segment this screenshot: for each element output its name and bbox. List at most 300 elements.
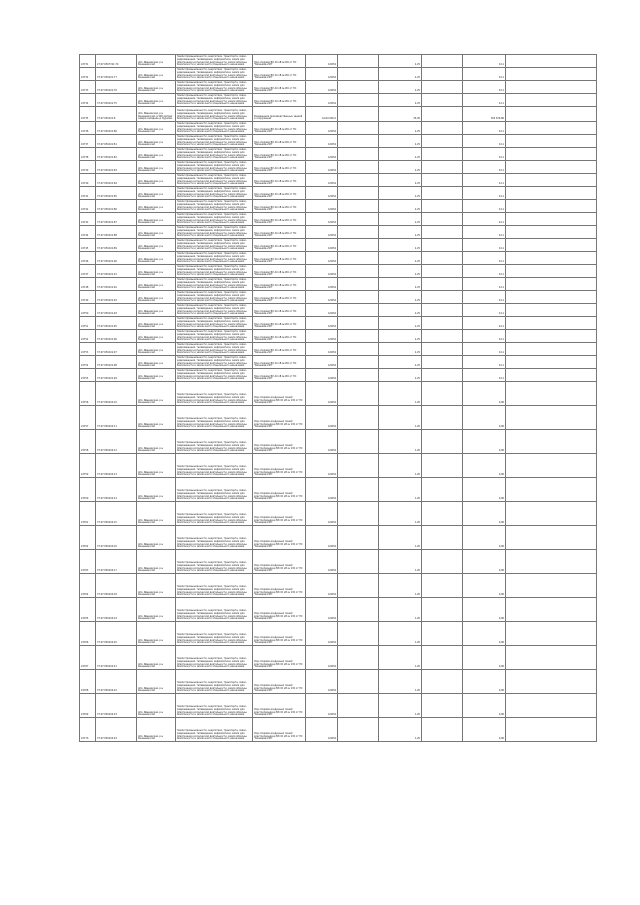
- specific-value-cell: 1,20: [379, 670, 422, 694]
- area-cell: 0,0054: [306, 598, 338, 622]
- empty-cell: [422, 94, 463, 107]
- land-register-table: [79, 54, 597, 742]
- cadastral-number-cell: 37:07:050104:22: [96, 670, 137, 694]
- table-row: [80, 526, 597, 550]
- empty-cell: [338, 526, 379, 550]
- row-number-cell: 22739: [80, 161, 96, 174]
- permitted-use-cell: Под опорами ВЛ-10 кВ №130 от ПС "Кинешма-220": [253, 135, 306, 148]
- empty-cell: [506, 382, 597, 406]
- cadastral-number-cell: 37:07:050101:90: [96, 252, 137, 265]
- address-cell: обл. Ивановская, р-н Кинешемский: [137, 718, 176, 742]
- permitted-use-cell: Под опорами воздушных линий электропередачи ВЛ-10 кВ № 130 от ПС "Кинешма-220": [253, 718, 306, 742]
- table-row: [80, 454, 597, 478]
- specific-value-cell: 2,25: [379, 369, 422, 382]
- land-category-cell: Земли промышленности, энергетики, транспорта, связи, радиовещания, телевидения, информатики, земли для обеспечения космической деятельности, земли обороны, безопасности и земли иного специального назначения: [176, 135, 253, 148]
- empty-cell: [338, 135, 379, 148]
- address-cell: обл. Ивановская, р-н Кинешемский: [137, 161, 176, 174]
- empty-cell: [338, 161, 379, 174]
- empty-cell: [422, 187, 463, 200]
- row-number-cell: 22742: [80, 200, 96, 213]
- empty-cell: [506, 291, 597, 304]
- cadastral-value-cell: 0,11: [463, 122, 506, 135]
- row-number-cell: 22735: [80, 107, 96, 122]
- cadastral-value-cell: 0,11: [463, 68, 506, 81]
- row-number-cell: 22747: [80, 265, 96, 278]
- empty-cell: [506, 478, 597, 502]
- permitted-use-cell: Под опорами ВЛ-10 кВ №130 от ПС "Кинешма-220": [253, 174, 306, 187]
- cadastral-value-cell: 0,06: [463, 670, 506, 694]
- specific-value-cell: 2,25: [379, 343, 422, 356]
- empty-cell: [338, 304, 379, 317]
- land-category-cell: Земли промышленности, энергетики, транспорта, связи, радиовещания, телевидения, информатики, земли для обеспечения космической деятельности, земли обороны, безопасности и земли иного специального назначения: [176, 356, 253, 369]
- land-category-cell: Земли промышленности, энергетики, транспорта, связи, радиовещания, телевидения, информатики, земли для обеспечения космической деятельности, земли обороны, безопасности и земли иного специального назначения: [176, 646, 253, 670]
- empty-cell: [506, 356, 597, 369]
- permitted-use-cell: Под опорами воздушных линий электропередачи ВЛ-10 кВ № 130 от ПС "Кинешма-220": [253, 526, 306, 550]
- cadastral-value-cell: 0,11: [463, 200, 506, 213]
- table-row: [80, 135, 597, 148]
- permitted-use-cell: Под опорами ВЛ-10 кВ №130 от ПС "Кинешма-220": [253, 330, 306, 343]
- cadastral-number-cell: 37:07:050101:75: [96, 94, 137, 107]
- area-cell: 0,0054: [306, 291, 338, 304]
- specific-value-cell: 2,25: [379, 94, 422, 107]
- empty-cell: [338, 226, 379, 239]
- empty-cell: [422, 526, 463, 550]
- address-cell: обл. Ивановская, р-н Кинешемский: [137, 68, 176, 81]
- address-cell: обл. Ивановская, р-н Кинешемский: [137, 406, 176, 430]
- empty-cell: [338, 68, 379, 81]
- empty-cell: [338, 278, 379, 291]
- address-cell: обл. Ивановская, р-н Кинешемский: [137, 454, 176, 478]
- table-row: [80, 265, 597, 278]
- area-cell: 0,0054: [306, 430, 338, 454]
- land-category-cell: Земли промышленности, энергетики, транспорта, связи, радиовещания, телевидения, информатики, земли для обеспечения космической деятельности, земли обороны, безопасности и земли иного специального назначения: [176, 107, 253, 122]
- cadastral-number-cell: 37:07:050104:10: [96, 382, 137, 406]
- row-number-cell: 22755: [80, 369, 96, 382]
- address-cell: обл. Ивановская, р-н Кинешемский: [137, 291, 176, 304]
- land-category-cell: Земли промышленности, энергетики, транспорта, связи, радиовещания, телевидения, информатики, земли для обеспечения космической деятельности, земли обороны, безопасности и земли иного специального назначения: [176, 278, 253, 291]
- empty-cell: [338, 252, 379, 265]
- specific-value-cell: 1,20: [379, 454, 422, 478]
- cadastral-number-cell: 37:07:050101:91: [96, 265, 137, 278]
- table-row: [80, 187, 597, 200]
- empty-cell: [338, 670, 379, 694]
- row-number-cell: 22752: [80, 330, 96, 343]
- specific-value-cell: 1,20: [379, 598, 422, 622]
- empty-cell: [422, 213, 463, 226]
- table-row: [80, 430, 597, 454]
- empty-cell: [338, 55, 379, 68]
- address-cell: обл. Ивановская, р-н Кинешемский: [137, 239, 176, 252]
- land-category-cell: Земли промышленности, энергетики, транспорта, связи, радиовещания, телевидения, информатики, земли для обеспечения космической деятельности, земли обороны, безопасности и земли иного специального назначения: [176, 526, 253, 550]
- table-row: [80, 646, 597, 670]
- table-row: [80, 239, 597, 252]
- specific-value-cell: 2,25: [379, 252, 422, 265]
- area-cell: 0,0054: [306, 81, 338, 94]
- specific-value-cell: 2,25: [379, 330, 422, 343]
- land-category-cell: Земли промышленности, энергетики, транспорта, связи, радиовещания, телевидения, информатики, земли для обеспечения космической деятельности, земли обороны, безопасности и земли иного специального назначения: [176, 670, 253, 694]
- cadastral-value-cell: 0,06: [463, 574, 506, 598]
- cadastral-number-cell: 37:07:050101:82: [96, 148, 137, 161]
- table-row: [80, 278, 597, 291]
- area-cell: 0,0054: [306, 122, 338, 135]
- specific-value-cell: 1,20: [379, 550, 422, 574]
- table-row: [80, 55, 597, 68]
- table-row: [80, 304, 597, 317]
- cadastral-value-cell: 0,11: [463, 239, 506, 252]
- specific-value-cell: 2,25: [379, 356, 422, 369]
- permitted-use-cell: Под опорами ВЛ-10 кВ №130 от ПС "Кинешма-220": [253, 187, 306, 200]
- permitted-use-cell: Под опорами ВЛ-10 кВ №130 от ПС "Кинешма-220": [253, 122, 306, 135]
- table-body: [80, 55, 597, 742]
- table-row: [80, 574, 597, 598]
- specific-value-cell: 1,20: [379, 502, 422, 526]
- row-number-cell: 22744: [80, 226, 96, 239]
- area-cell: 0,0054: [306, 148, 338, 161]
- table-row: [80, 670, 597, 694]
- area-cell: 0,0054: [306, 94, 338, 107]
- empty-cell: [422, 81, 463, 94]
- cadastral-number-cell: 37:07:050101:99: [96, 369, 137, 382]
- row-number-cell: 22749: [80, 291, 96, 304]
- cadastral-number-cell: 37:07:050101:89: [96, 239, 137, 252]
- cadastral-value-cell: 0,06: [463, 718, 506, 742]
- area-cell: 0,0054: [306, 670, 338, 694]
- empty-cell: [506, 94, 597, 107]
- permitted-use-cell: Под опорами ВЛ-10 кВ №130 от ПС "Кинешма-220": [253, 317, 306, 330]
- row-number-cell: 22761: [80, 502, 96, 526]
- empty-cell: [506, 646, 597, 670]
- cadastral-number-cell: 37:07:050104:12: [96, 430, 137, 454]
- area-cell: 0,0054: [306, 550, 338, 574]
- empty-cell: [422, 406, 463, 430]
- empty-cell: [422, 718, 463, 742]
- address-cell: обл. Ивановская, р-н Кинешемский: [137, 278, 176, 291]
- specific-value-cell: 2,25: [379, 68, 422, 81]
- empty-cell: [506, 330, 597, 343]
- row-number-cell: 22768: [80, 670, 96, 694]
- area-cell: 0,0054: [306, 239, 338, 252]
- land-category-cell: Земли промышленности, энергетики, транспорта, связи, радиовещания, телевидения, информатики, земли для обеспечения космической деятельности, земли обороны, безопасности и земли иного специального назначения: [176, 550, 253, 574]
- permitted-use-cell: Под опорами воздушных линий электропередачи ВЛ-10 кВ № 130 от ПС "Кинешма-220": [253, 454, 306, 478]
- cadastral-value-cell: 0,06: [463, 526, 506, 550]
- land-category-cell: Земли промышленности, энергетики, транспорта, связи, радиовещания, телевидения, информатики, земли для обеспечения космической деятельности, земли обороны, безопасности и земли иного специального назначения: [176, 502, 253, 526]
- cadastral-value-cell: 0,11: [463, 317, 506, 330]
- empty-cell: [338, 81, 379, 94]
- empty-cell: [338, 187, 379, 200]
- cadastral-value-cell: 0,06: [463, 550, 506, 574]
- empty-cell: [422, 694, 463, 718]
- row-number-cell: 22769: [80, 694, 96, 718]
- row-number-cell: 22758: [80, 430, 96, 454]
- land-category-cell: Земли промышленности, энергетики, транспорта, связи, радиовещания, телевидения, информатики, земли для обеспечения космической деятельности, земли обороны, безопасности и земли иного специального назначения: [176, 478, 253, 502]
- cadastral-number-cell: 37:07:050101:86: [96, 200, 137, 213]
- empty-cell: [338, 213, 379, 226]
- table-row: [80, 343, 597, 356]
- row-number-cell: 22741: [80, 187, 96, 200]
- empty-cell: [506, 278, 597, 291]
- land-category-cell: Земли промышленности, энергетики, транспорта, связи, радиовещания, телевидения, информатики, земли для обеспечения космической деятельности, земли обороны, безопасности и земли иного специального назначения: [176, 317, 253, 330]
- permitted-use-cell: Под опорами ВЛ-10 кВ №130 от ПС "Кинешма-220": [253, 356, 306, 369]
- permitted-use-cell: Под опорами воздушных линий электропередачи ВЛ-10 кВ № 130 от ПС "Кинешма-220": [253, 430, 306, 454]
- table-row: [80, 330, 597, 343]
- cadastral-value-cell: 0,11: [463, 369, 506, 382]
- empty-cell: [422, 622, 463, 646]
- address-cell: обл. Ивановская, р-н Кинешемский: [137, 330, 176, 343]
- address-cell: обл. Ивановская, р-н Кинешемский: [137, 550, 176, 574]
- table-row: [80, 369, 597, 382]
- permitted-use-cell: Под опорами ВЛ-10 кВ №130 от ПС "Кинешма-220": [253, 213, 306, 226]
- empty-cell: [338, 574, 379, 598]
- permitted-use-cell: Под опорами ВЛ-10 кВ №130 от ПС "Кинешма-220": [253, 81, 306, 94]
- specific-value-cell: 2,25: [379, 278, 422, 291]
- empty-cell: [338, 291, 379, 304]
- empty-cell: [338, 694, 379, 718]
- table-row: [80, 94, 597, 107]
- table-row: [80, 550, 597, 574]
- specific-value-cell: 2,25: [379, 122, 422, 135]
- row-number-cell: 22746: [80, 252, 96, 265]
- row-number-cell: 22736: [80, 122, 96, 135]
- specific-value-cell: 1,20: [379, 574, 422, 598]
- row-number-cell: 22733: [80, 81, 96, 94]
- row-number-cell: 22762: [80, 526, 96, 550]
- empty-cell: [506, 107, 597, 122]
- row-number-cell: 22759: [80, 454, 96, 478]
- empty-cell: [506, 68, 597, 81]
- cadastral-value-cell: 0,11: [463, 265, 506, 278]
- area-cell: 0,0054: [306, 317, 338, 330]
- empty-cell: [338, 478, 379, 502]
- land-category-cell: Земли промышленности, энергетики, транспорта, связи, радиовещания, телевидения, информатики, земли для обеспечения космической деятельности, земли обороны, безопасности и земли иного специального назначения: [176, 598, 253, 622]
- address-cell: обл. Ивановская, р-н Кинешемский: [137, 622, 176, 646]
- specific-value-cell: 2,25: [379, 291, 422, 304]
- land-category-cell: Земли промышленности, энергетики, транспорта, связи, радиовещания, телевидения, информатики, земли для обеспечения космической деятельности, земли обороны, безопасности и земли иного специального назначения: [176, 213, 253, 226]
- permitted-use-cell: Под опорами воздушных линий электропередачи ВЛ-10 кВ № 130 от ПС "Кинешма-220": [253, 574, 306, 598]
- specific-value-cell: 2,25: [379, 317, 422, 330]
- empty-cell: [422, 304, 463, 317]
- address-cell: обл. Ивановская, р-н Кинешемский: [137, 343, 176, 356]
- row-number-cell: 22737: [80, 135, 96, 148]
- address-cell: обл. Ивановская, р-н Кинешемский: [137, 646, 176, 670]
- empty-cell: [506, 343, 597, 356]
- row-number-cell: 22750: [80, 304, 96, 317]
- empty-cell: [338, 317, 379, 330]
- permitted-use-cell: Под опорами ВЛ-10 кВ №130 от ПС "Кинешма-220": [253, 265, 306, 278]
- row-number-cell: 22745: [80, 239, 96, 252]
- permitted-use-cell: Под опорами ВЛ-10 кВ №130 от ПС "Кинешма-220": [253, 68, 306, 81]
- cadastral-value-cell: 0,11: [463, 81, 506, 94]
- empty-cell: [506, 239, 597, 252]
- empty-cell: [422, 369, 463, 382]
- area-cell: 0,0054: [306, 278, 338, 291]
- empty-cell: [338, 502, 379, 526]
- area-cell: 0,0054: [306, 55, 338, 68]
- empty-cell: [338, 200, 379, 213]
- address-cell: обл. Ивановская, р-н Кинешемский: [137, 694, 176, 718]
- address-cell: обл. Ивановская, р-н Кинешемский: [137, 382, 176, 406]
- cadastral-value-cell: 0,06: [463, 454, 506, 478]
- address-cell: обл. Ивановская, р-н Кинешемский: [137, 135, 176, 148]
- row-number-cell: 22757: [80, 406, 96, 430]
- permitted-use-cell: Под опорами воздушных линий электропередачи ВЛ-10 кВ № 130 от ПС "Кинешма-220": [253, 382, 306, 406]
- address-cell: обл. Ивановская, р-н Кинешемский: [137, 369, 176, 382]
- empty-cell: [422, 574, 463, 598]
- land-category-cell: Земли промышленности, энергетики, транспорта, связи, радиовещания, телевидения, информатики, земли для обеспечения космической деятельности, земли обороны, безопасности и земли иного специального назначения: [176, 574, 253, 598]
- area-cell: 0,0054: [306, 200, 338, 213]
- permitted-use-cell: Под опорами ВЛ-10 кВ №130 от ПС "Кинешма-220": [253, 161, 306, 174]
- cadastral-value-cell: 304 676,86: [463, 107, 506, 122]
- empty-cell: [506, 574, 597, 598]
- cadastral-value-cell: 0,11: [463, 55, 506, 68]
- permitted-use-cell: Под опорами ВЛ-10 кВ №130 от ПС "Кинешма-220": [253, 304, 306, 317]
- empty-cell: [506, 148, 597, 161]
- empty-cell: [338, 622, 379, 646]
- empty-cell: [422, 550, 463, 574]
- empty-cell: [506, 226, 597, 239]
- cadastral-value-cell: 0,06: [463, 406, 506, 430]
- table-row: [80, 718, 597, 742]
- empty-cell: [422, 646, 463, 670]
- permitted-use-cell: Под опорами воздушных линий электропередачи ВЛ-10 кВ № 130 от ПС "Кинешма-220": [253, 646, 306, 670]
- address-cell: обл. Ивановская, р-н Кинешемский: [137, 478, 176, 502]
- specific-value-cell: 1,20: [379, 526, 422, 550]
- table-row: [80, 502, 597, 526]
- table-row: [80, 68, 597, 81]
- table-row: [80, 598, 597, 622]
- address-cell: обл. Ивановская, р-н Кинешемский: [137, 526, 176, 550]
- empty-cell: [338, 122, 379, 135]
- permitted-use-cell: Под опорами воздушных линий электропередачи ВЛ-10 кВ № 130 от ПС "Кинешма-220": [253, 406, 306, 430]
- empty-cell: [506, 598, 597, 622]
- land-category-cell: Земли промышленности, энергетики, транспорта, связи, радиовещания, телевидения, информатики, земли для обеспечения космической деятельности, земли обороны, безопасности и земли иного специального назначения: [176, 148, 253, 161]
- cadastral-value-cell: 0,06: [463, 430, 506, 454]
- cadastral-number-cell: 37:07:050101:93: [96, 291, 137, 304]
- area-cell: 0,0054: [306, 694, 338, 718]
- cadastral-number-cell: 37:07:050101:87: [96, 213, 137, 226]
- cadastral-value-cell: 0,11: [463, 278, 506, 291]
- cadastral-value-cell: 0,06: [463, 646, 506, 670]
- empty-cell: [338, 148, 379, 161]
- area-cell: 0,0054: [306, 622, 338, 646]
- area-cell: 0,0054: [306, 330, 338, 343]
- row-number-cell: 22734: [80, 94, 96, 107]
- specific-value-cell: 1,20: [379, 694, 422, 718]
- cadastral-number-cell: 37:07:050101:98: [96, 356, 137, 369]
- empty-cell: [422, 670, 463, 694]
- specific-value-cell: 2,25: [379, 148, 422, 161]
- empty-cell: [422, 161, 463, 174]
- specific-value-cell: 2,25: [379, 213, 422, 226]
- empty-cell: [422, 430, 463, 454]
- area-cell: 0,0054: [306, 718, 338, 742]
- cadastral-number-cell: 37:07:050101:94: [96, 304, 137, 317]
- row-number-cell: 22764: [80, 574, 96, 598]
- specific-value-cell: 1,20: [379, 430, 422, 454]
- cadastral-number-cell: 37:07:050104:15: [96, 502, 137, 526]
- area-cell: 0,0054: [306, 304, 338, 317]
- specific-value-cell: 2,25: [379, 226, 422, 239]
- address-cell: обл. Ивановская, р-н Кинешемский: [137, 174, 176, 187]
- address-cell: обл. Ивановская, р-н Кинешемский: [137, 94, 176, 107]
- specific-value-cell: 2,25: [379, 239, 422, 252]
- specific-value-cell: 1,20: [379, 622, 422, 646]
- land-category-cell: Земли промышленности, энергетики, транспорта, связи, радиовещания, телевидения, информатики, земли для обеспечения космической деятельности, земли обороны, безопасности и земли иного специального назначения: [176, 694, 253, 718]
- empty-cell: [422, 107, 463, 122]
- specific-value-cell: 45,95: [379, 107, 422, 122]
- permitted-use-cell: Под опорами воздушных линий электропередачи ВЛ-10 кВ № 130 от ПС "Кинешма-220": [253, 502, 306, 526]
- permitted-use-cell: Под опорами воздушных линий электропередачи ВЛ-10 кВ № 130 от ПС "Кинешма-220": [253, 598, 306, 622]
- cadastral-number-cell: 27:07:0507311:70: [96, 55, 137, 68]
- specific-value-cell: 2,25: [379, 81, 422, 94]
- area-cell: 0,0054: [306, 226, 338, 239]
- empty-cell: [506, 122, 597, 135]
- area-cell: 0,0054: [306, 502, 338, 526]
- row-number-cell: 22732: [80, 68, 96, 81]
- cadastral-value-cell: 0,11: [463, 135, 506, 148]
- cadastral-number-cell: 37:07:050104:11: [96, 406, 137, 430]
- permitted-use-cell: Под опорами воздушных линий электропередачи ВЛ-10 кВ № 130 от ПС "Кинешма-220": [253, 670, 306, 694]
- table-row: [80, 174, 597, 187]
- cadastral-number-cell: 37:07:050101:88: [96, 226, 137, 239]
- empty-cell: [506, 550, 597, 574]
- empty-cell: [338, 598, 379, 622]
- empty-cell: [422, 239, 463, 252]
- area-cell: 0,0054: [306, 526, 338, 550]
- land-category-cell: Земли промышленности, энергетики, транспорта, связи, радиовещания, телевидения, информатики, земли для обеспечения космической деятельности, земли обороны, безопасности и земли иного специального назначения: [176, 200, 253, 213]
- cadastral-value-cell: 0,11: [463, 330, 506, 343]
- cadastral-number-cell: 37:07:050101:95: [96, 317, 137, 330]
- cadastral-value-cell: 0,11: [463, 94, 506, 107]
- cadastral-value-cell: 0,11: [463, 187, 506, 200]
- area-cell: 0,0054: [306, 478, 338, 502]
- permitted-use-cell: Под опорами ВЛ-10 кВ №130 от ПС "Кинешма-220": [253, 278, 306, 291]
- cadastral-number-cell: 37:07:050101:80: [96, 122, 137, 135]
- area-cell: 0,0054: [306, 574, 338, 598]
- permitted-use-cell: Под опорами ВЛ-10 кВ №130 от ПС "Кинешма-220": [253, 55, 306, 68]
- land-category-cell: Земли промышленности, энергетики, транспорта, связи, радиовещания, телевидения, информатики, земли для обеспечения космической деятельности, земли обороны, безопасности и земли иного специального назначения: [176, 226, 253, 239]
- specific-value-cell: 1,20: [379, 718, 422, 742]
- cadastral-value-cell: 0,06: [463, 478, 506, 502]
- empty-cell: [338, 174, 379, 187]
- empty-cell: [338, 550, 379, 574]
- area-cell: 0,0054: [306, 382, 338, 406]
- permitted-use-cell: Под опорами ВЛ-10 кВ №130 от ПС "Кинешма-220": [253, 343, 306, 356]
- row-number-cell: 22748: [80, 278, 96, 291]
- empty-cell: [506, 200, 597, 213]
- cadastral-value-cell: 0,06: [463, 382, 506, 406]
- cadastral-number-cell: 37:07:050101:8: [96, 107, 137, 122]
- empty-cell: [422, 317, 463, 330]
- empty-cell: [422, 55, 463, 68]
- empty-cell: [506, 252, 597, 265]
- table-row: [80, 317, 597, 330]
- land-category-cell: Земли промышленности, энергетики, транспорта, связи, радиовещания, телевидения, информатики, земли для обеспечения космической деятельности, земли обороны, безопасности и земли иного специального назначения: [176, 174, 253, 187]
- empty-cell: [422, 454, 463, 478]
- land-category-cell: Земли промышленности, энергетики, транспорта, связи, радиовещания, телевидения, информатики, земли для обеспечения космической деятельности, земли обороны, безопасности и земли иного специального назначения: [176, 55, 253, 68]
- cadastral-number-cell: 37:07:050104:16: [96, 526, 137, 550]
- row-number-cell: 22770: [80, 718, 96, 742]
- address-cell: обл. Ивановская, р-н Кинешемский: [137, 187, 176, 200]
- empty-cell: [506, 406, 597, 430]
- empty-cell: [422, 200, 463, 213]
- cadastral-value-cell: 0,11: [463, 161, 506, 174]
- empty-cell: [422, 226, 463, 239]
- area-cell: 0,0054: [306, 646, 338, 670]
- land-category-cell: Земли промышленности, энергетики, транспорта, связи, радиовещания, телевидения, информатики, земли для обеспечения космической деятельности, земли обороны, безопасности и земли иного специального назначения: [176, 369, 253, 382]
- empty-cell: [422, 122, 463, 135]
- area-cell: 6,610 600,2: [306, 107, 338, 122]
- specific-value-cell: 1,20: [379, 382, 422, 406]
